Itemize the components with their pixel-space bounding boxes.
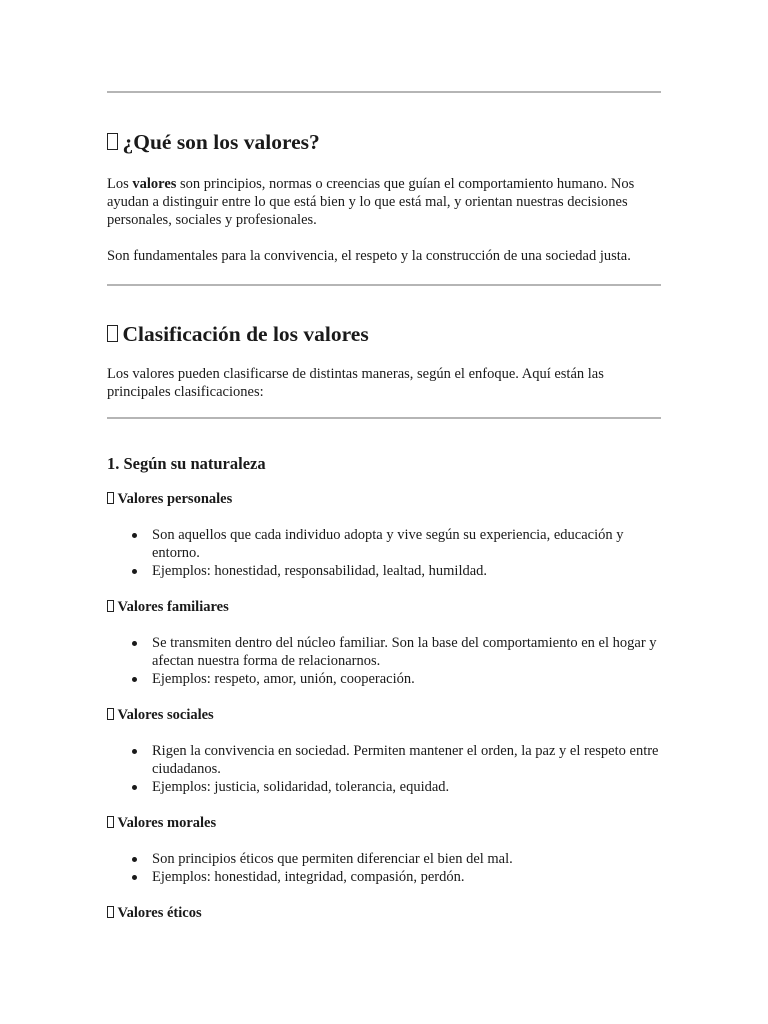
- category-title-family: [107, 598, 661, 616]
- intro-paragraph: [107, 175, 661, 229]
- missing-glyph-icon: [107, 906, 114, 918]
- bullet-list-family: [107, 634, 661, 688]
- list-item: Se transmiten dentro del núcleo familiar. Son la base del comportamiento en el hogar y afectan nuestra forma de relacionarnos.: [152, 634, 661, 670]
- missing-glyph-icon: [107, 492, 114, 504]
- divider: [107, 284, 661, 286]
- category-title-personal: [107, 490, 661, 508]
- section-title-what: [107, 129, 661, 155]
- intro-text-end: son principios, normas o creencias que guían el comportamiento humano. Nos ayudan a distinguir entre lo que está bien y lo que está mal, y orientan nuestras decisiones personales, sociales y profesionales.: [107, 176, 635, 228]
- bullet-list-moral: [107, 850, 661, 886]
- list-item: Ejemplos: honestidad, responsabilidad, lealtad, humildad.: [152, 562, 661, 580]
- category-title-text: Valores éticos: [117, 905, 202, 921]
- category-title-text: Valores familiares: [117, 599, 229, 615]
- missing-glyph-icon: [107, 816, 114, 828]
- list-item: Ejemplos: respeto, amor, unión, cooperación.: [152, 670, 661, 688]
- list-item: Son aquellos que cada individuo adopta y vive según su experiencia, educación y entorno.: [152, 526, 661, 562]
- section-title-classification-text: Clasificación de los valores: [122, 322, 369, 346]
- section-title-what-text: ¿Qué son los valores?: [122, 130, 320, 154]
- category-title-text: Valores personales: [117, 491, 233, 507]
- list-item: Son principios éticos que permiten diferenciar el bien del mal.: [152, 850, 661, 868]
- category-title-text: Valores morales: [117, 815, 217, 831]
- missing-glyph-icon: [107, 325, 118, 343]
- bullet-list-personal: [107, 526, 661, 580]
- list-item: Ejemplos: honestidad, integridad, compasión, perdón.: [152, 868, 661, 886]
- category-title-ethical: [107, 904, 661, 922]
- subsection-title-by-nature: 1. Según su naturaleza: [107, 454, 266, 473]
- category-title-text: Valores sociales: [117, 707, 214, 723]
- missing-glyph-icon: [107, 600, 114, 612]
- missing-glyph-icon: [107, 133, 118, 151]
- divider: [107, 417, 661, 419]
- missing-glyph-icon: [107, 708, 114, 720]
- section-title-classification: [107, 321, 661, 347]
- list-item: Ejemplos: justicia, solidaridad, tolerancia, equidad.: [152, 778, 661, 796]
- divider: [107, 91, 661, 93]
- classification-intro: Los valores pueden clasificarse de distintas maneras, según el enfoque. Aquí están las principales clasificaciones:: [107, 366, 604, 400]
- bullet-list-social: [107, 742, 661, 796]
- list-item: Rigen la convivencia en sociedad. Permiten mantener el orden, la paz y el respeto entre ciudadanos.: [152, 742, 661, 778]
- intro-text-start: Los: [107, 176, 133, 192]
- category-title-moral: [107, 814, 661, 832]
- intro-bold-term: valores: [132, 176, 177, 192]
- category-title-social: [107, 706, 661, 724]
- importance-paragraph: Son fundamentales para la convivencia, el respeto y la construcción de una sociedad justa.: [107, 248, 631, 264]
